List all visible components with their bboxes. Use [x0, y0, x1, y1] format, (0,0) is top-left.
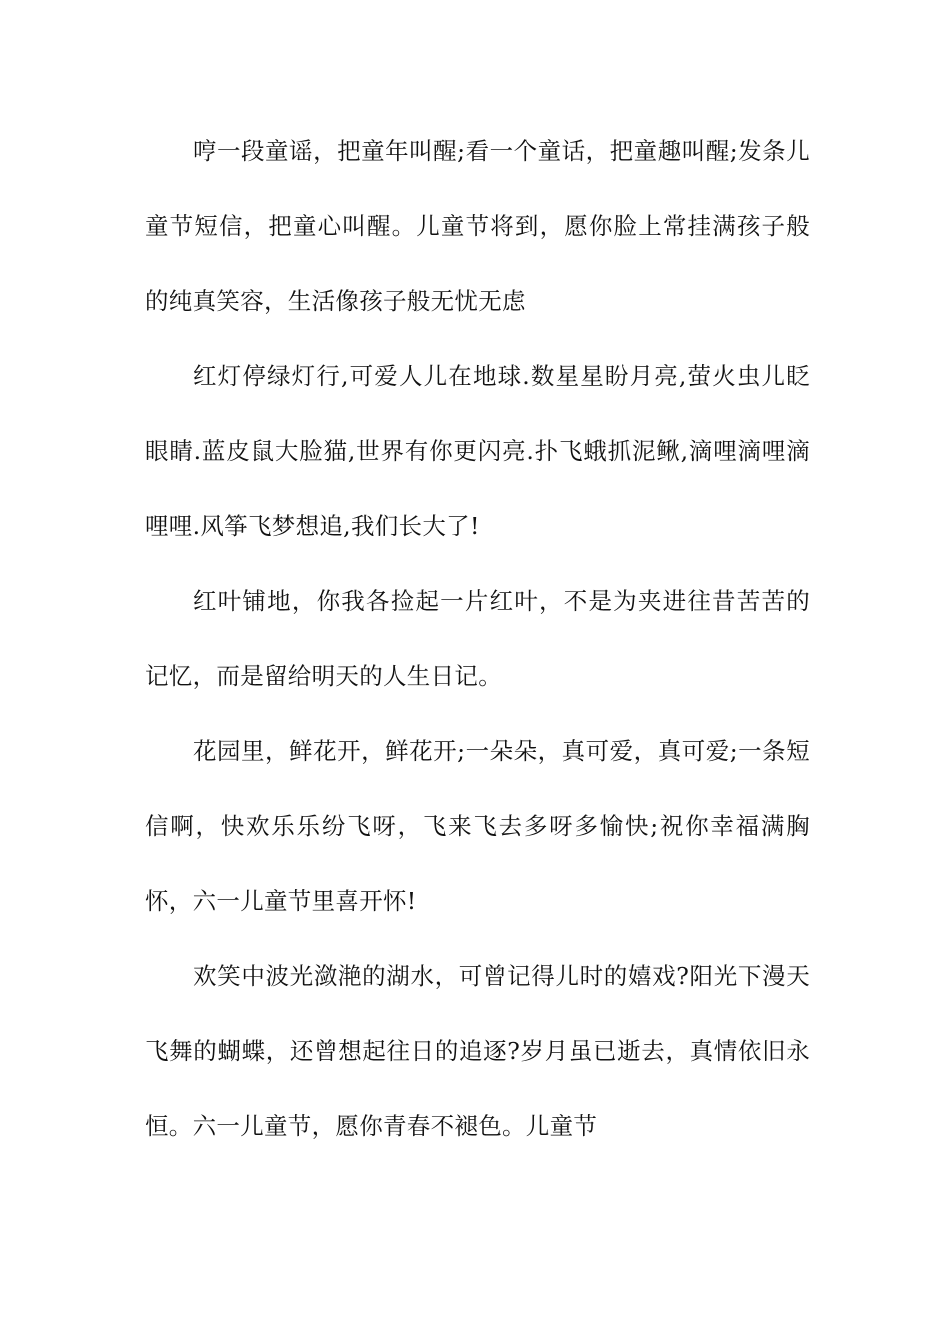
paragraph-4: 花园里，鲜花开，鲜花开;一朵朵，真可爱，真可爱;一条短信啊，快欢乐乐纷飞呀，飞来飞去多呀多愉快;祝你幸福满胸怀，六一儿童节里喜开怀! — [145, 737, 810, 915]
paragraph-2: 红灯停绿灯行,可爱人儿在地球.数星星盼月亮,萤火虫儿眨眼睛.蓝皮鼠大脸猫,世界有你更闪亮.扑飞蛾抓泥鳅,滴哩滴哩滴哩哩.风筝飞梦想追,我们长大了! — [145, 362, 810, 540]
paragraph-5: 欢笑中波光潋滟的湖水，可曾记得儿时的嬉戏?阳光下漫天飞舞的蝴蝶，还曾想起往日的追逐?岁月虽已逝去，真情依旧永恒。六一儿童节，愿你青春不褪色。儿童节 — [145, 962, 810, 1140]
paragraph-1: 哼一段童谣，把童年叫醒;看一个童话，把童趣叫醒;发条儿童节短信，把童心叫醒。儿童节将到，愿你脸上常挂满孩子般的纯真笑容，生活像孩子般无忧无虑 — [145, 137, 810, 315]
document-body — [145, 114, 810, 1164]
paragraph-3: 红叶铺地，你我各捡起一片红叶，不是为夹进往昔苦苦的记忆，而是留给明天的人生日记。 — [145, 587, 810, 690]
